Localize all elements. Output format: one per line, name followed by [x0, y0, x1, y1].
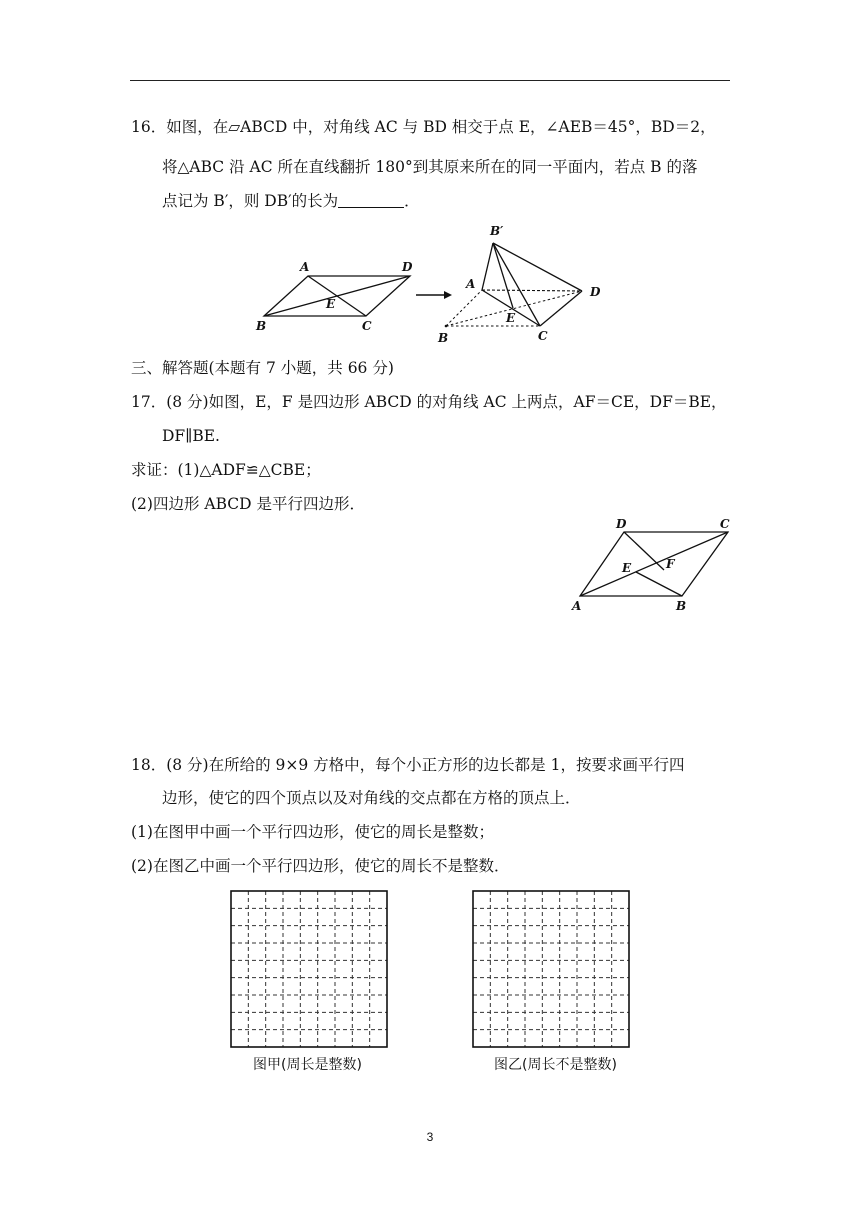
page-number: 3: [426, 1130, 434, 1144]
q17-line4: (2)四边形 ABCD 是平行四边形．: [131, 495, 365, 513]
label-E: E: [506, 311, 516, 325]
q18-line3: (1)在图甲中画一个平行四边形，使它的周长是整数；: [131, 823, 494, 841]
grid-jia: [229, 889, 389, 1049]
label-F: F: [666, 557, 675, 571]
q17-line2: DF∥BE.: [162, 427, 220, 445]
label-B: B: [256, 319, 267, 333]
label-A: A: [300, 260, 310, 274]
label-D: D: [616, 517, 627, 531]
label-B-prime: B′: [490, 224, 504, 238]
q16-line3: [162, 191, 420, 211]
label-B: B: [676, 599, 687, 613]
q18-line2: 边形，使它的四个顶点以及对角线的交点都在方格的顶点上．: [162, 789, 581, 807]
q18-line1: 18．(8 分)在所给的 9×9 方格中，每个小正方形的边长都是 1，按要求画平行四: [131, 756, 685, 774]
label-B: B: [438, 331, 449, 345]
label-D: D: [402, 260, 413, 274]
header-rule: [130, 80, 730, 81]
q16-line3-end: ．: [404, 192, 420, 210]
q16-line2: 将△ABC 沿 AC 所在直线翻折 180°到其原来所在的同一平面内，若点 B 的落: [162, 158, 698, 176]
grid-yi: [471, 889, 631, 1049]
label-E: E: [622, 561, 632, 575]
label-A: A: [466, 277, 476, 291]
label-D: D: [590, 285, 601, 299]
q16-folded-figure: [432, 224, 612, 348]
grid-border: [473, 891, 629, 1047]
q17-line1: 17．(8 分)如图，E，F 是四边形 ABCD 的对角线 AC 上两点，AF＝CE，DF＝BE，: [131, 393, 727, 411]
label-C: C: [362, 319, 372, 333]
q17-line3: 求证：(1)△ADF≌△CBE；: [131, 461, 321, 479]
label-C: C: [538, 329, 548, 343]
answer-blank: [338, 193, 404, 208]
caption-jia: 图甲(周长是整数): [253, 1057, 362, 1073]
caption-yi: 图乙(周长不是整数): [494, 1057, 617, 1073]
q17-parallelogram-figure: [568, 518, 738, 618]
label-A: A: [572, 599, 582, 613]
q16-parallelogram-figure: [250, 258, 430, 338]
section-heading: 三、解答题(本题有 7 小题，共 66 分): [131, 359, 394, 377]
q16-line1: 16．如图，在▱ABCD 中，对角线 AC 与 BD 相交于点 E，∠AEB＝45°，BD＝2，: [131, 118, 716, 136]
q16-line3-text: 点记为 B′，则 DB′的长为: [162, 192, 339, 210]
label-E: E: [326, 297, 336, 311]
q18-line4: (2)在图乙中画一个平行四边形，使它的周长不是整数．: [131, 857, 510, 875]
grid-border: [231, 891, 387, 1047]
label-C: C: [720, 517, 730, 531]
